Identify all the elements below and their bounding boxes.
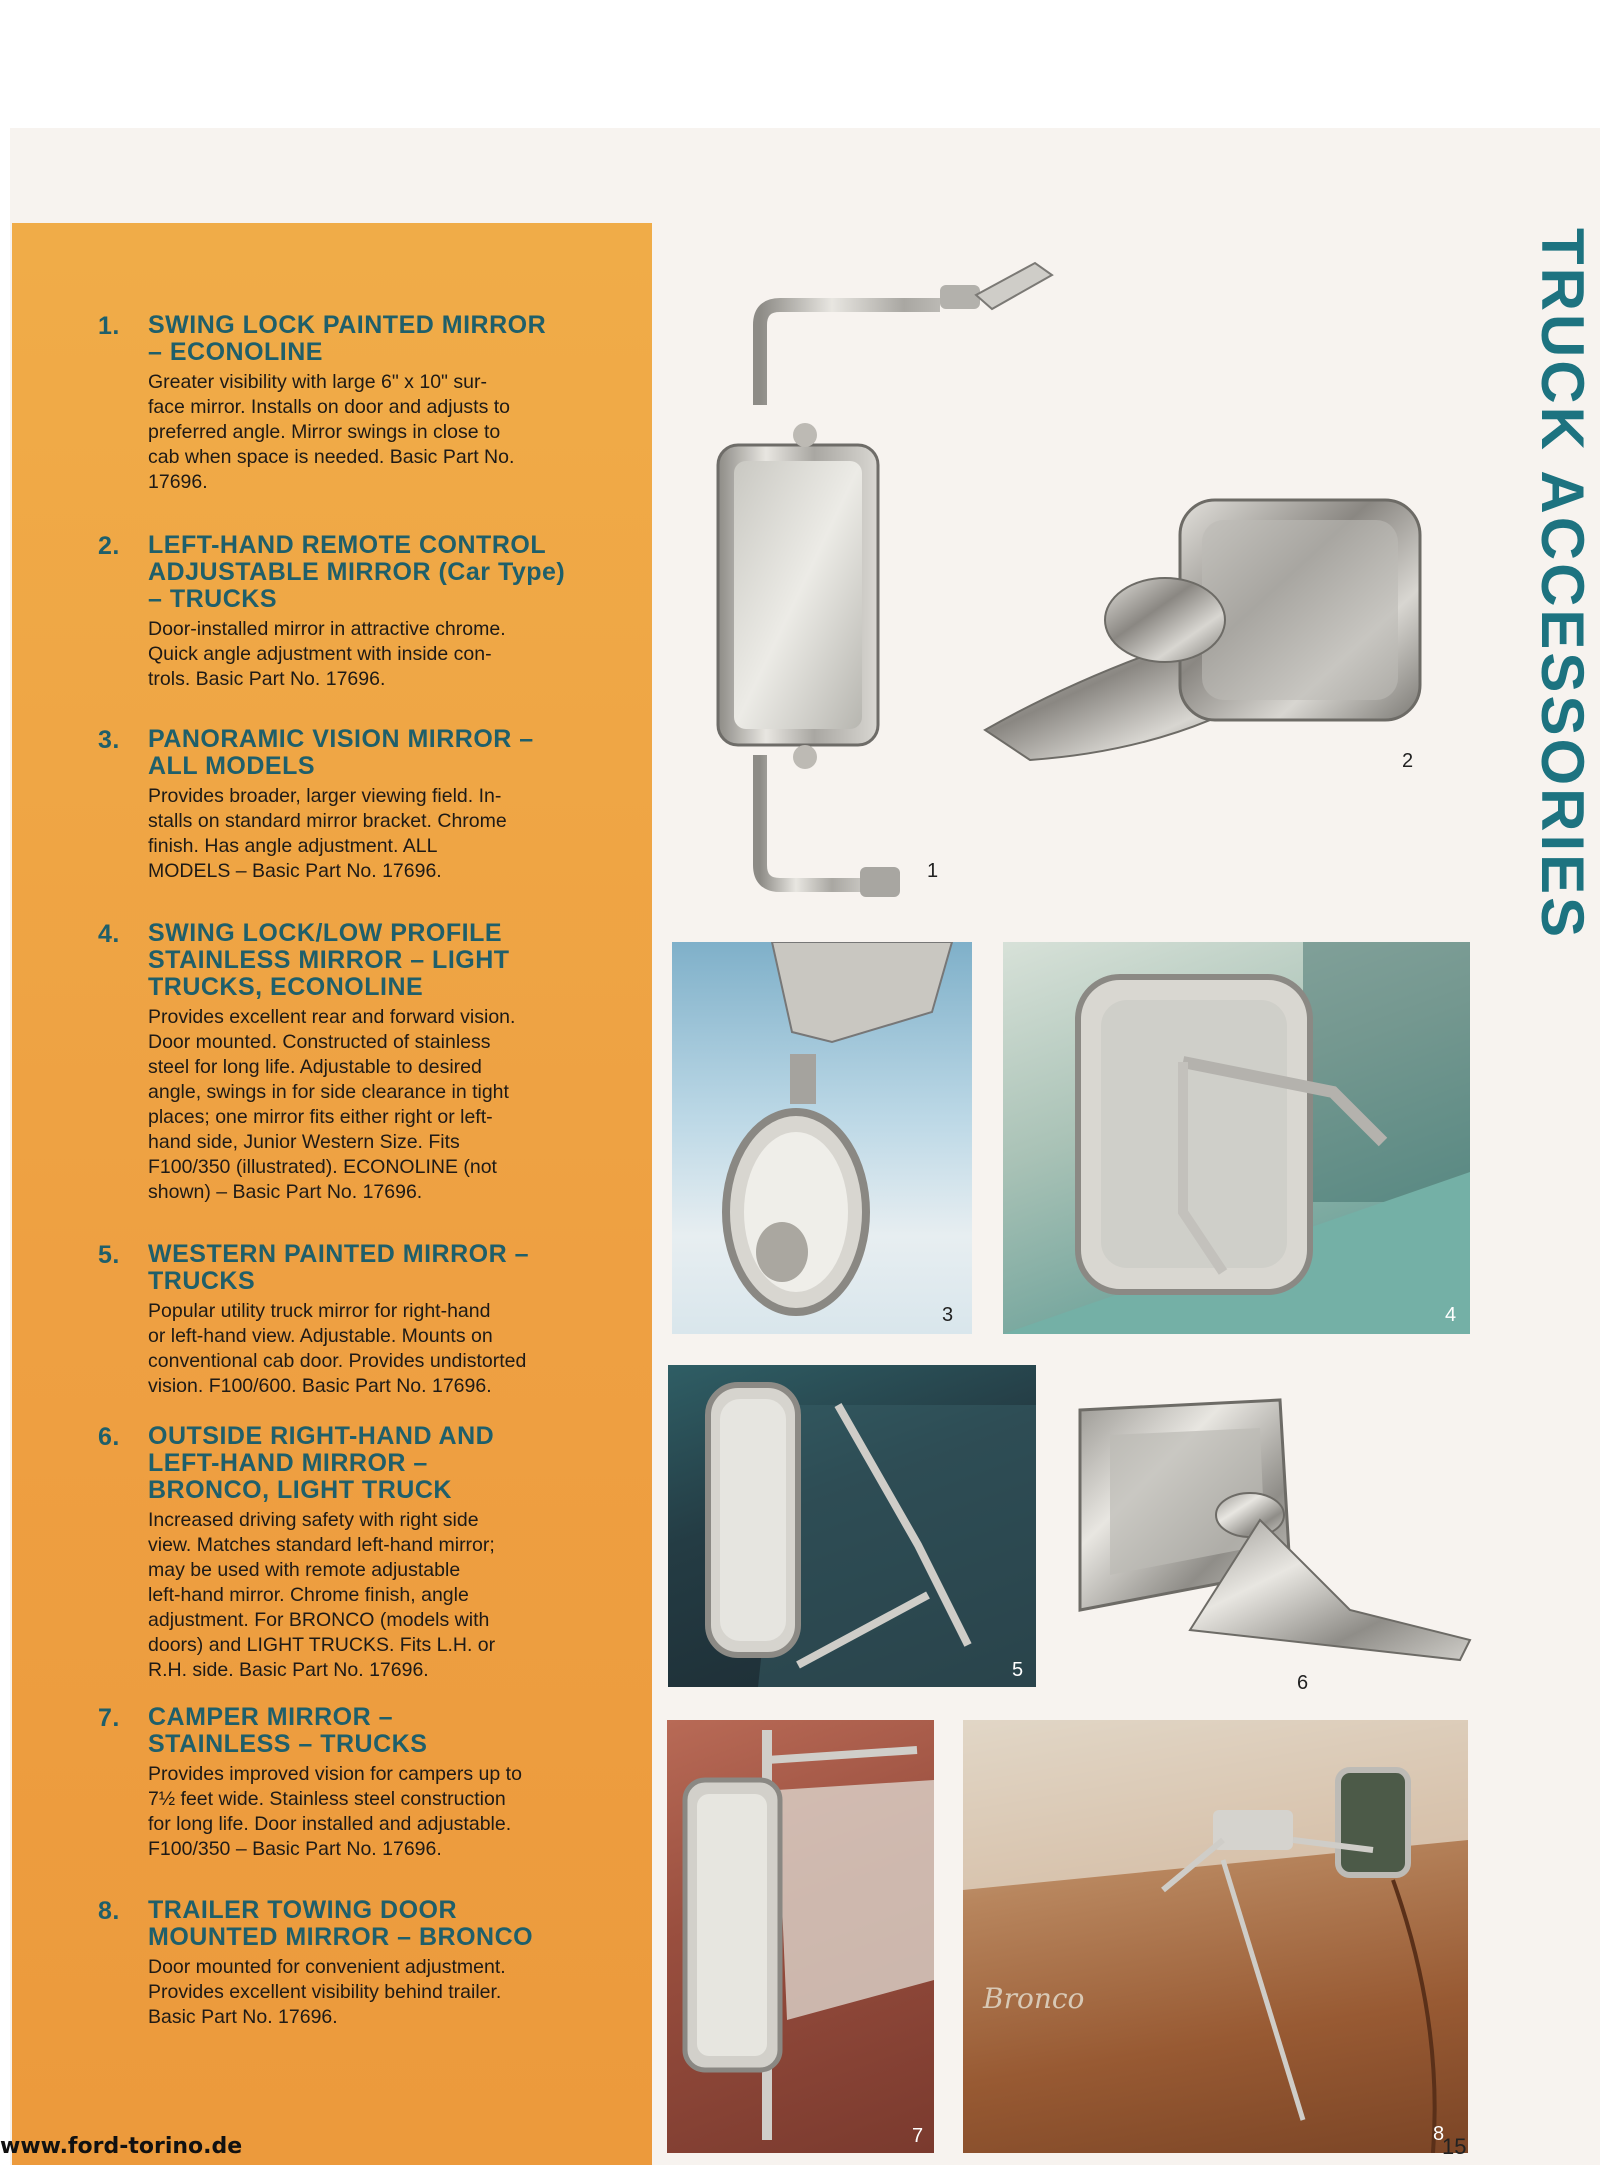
item-description: Provides excellent rear and forward vision. Door mounted. Constructed of stainless steel for long life. Adjustable to desired angle, swings in for side clearance in tight places; one mirror fits either right or left- hand side, Junior Western Size. Fits F100/350 (illustrated). ECONOLINE (not shown) – Basic Part No. 17696.	[148, 1006, 516, 1203]
page-number: 15	[1442, 2134, 1467, 2159]
item-5	[98, 1241, 618, 1399]
item-title: CAMPER MIRROR – STAINLESS – TRUCKS	[148, 1703, 428, 1758]
mirror-6-illustration	[1050, 1380, 1480, 1700]
photo-mirror-6	[1050, 1380, 1480, 1700]
item-number: 4.	[98, 920, 120, 948]
item-title: LEFT-HAND REMOTE CONTROL ADJUSTABLE MIRROR (Car Type) – TRUCKS	[148, 531, 566, 613]
photo-caption-1: 1	[927, 860, 939, 882]
item-number: 5.	[98, 1241, 120, 1269]
bronco-script-badge: Bronco	[983, 1982, 1085, 2015]
item-number: 6.	[98, 1423, 120, 1451]
item-3	[98, 726, 618, 884]
photo-caption-7: 7	[912, 2125, 924, 2147]
item-title: PANORAMIC VISION MIRROR – ALL MODELS	[148, 725, 534, 780]
mirror-3-illustration	[672, 942, 972, 1334]
photo-caption-3: 3	[942, 1304, 954, 1326]
photo-mirror-2	[970, 460, 1440, 775]
top-margin	[0, 0, 1600, 128]
photo-caption-5: 5	[1012, 1659, 1024, 1681]
mirror-4-illustration	[1003, 942, 1470, 1334]
item-6	[98, 1423, 618, 1683]
item-description: Greater visibility with large 6" x 10" sur- face mirror. Installs on door and adjusts to preferred angle. Mirror swings in close to cab when space is needed. Basic Part No. 17696.	[148, 371, 515, 493]
photo-mirror-1	[700, 255, 940, 920]
item-description: Provides improved vision for campers up to 7½ feet wide. Stainless steel construction for long life. Door installed and adjustable. F100/350 – Basic Part No. 17696.	[148, 1763, 522, 1860]
photo-mirror-4	[1003, 942, 1470, 1334]
item-number: 7.	[98, 1704, 120, 1732]
item-description: Popular utility truck mirror for right-hand or left-hand view. Adjustable. Mounts on conventional cab door. Provides undistorted vision. F100/600. Basic Part No. 17696.	[148, 1300, 527, 1397]
item-8	[98, 1897, 618, 2030]
photo-mirror-8	[963, 1720, 1468, 2153]
item-4	[98, 920, 618, 1205]
item-1	[98, 312, 618, 495]
item-number: 2.	[98, 532, 120, 560]
photo-caption-4: 4	[1445, 1304, 1457, 1326]
mirror-1-upper-bracket	[940, 255, 1070, 335]
item-title: WESTERN PAINTED MIRROR – TRUCKS	[148, 1240, 529, 1295]
mirror-7-illustration	[667, 1720, 934, 2153]
footer-url: www.ford-torino.de	[0, 2134, 243, 2159]
item-title: SWING LOCK/LOW PROFILE STAINLESS MIRROR – LIGHT TRUCKS, ECONOLINE	[148, 919, 510, 1001]
item-number: 8.	[98, 1897, 120, 1925]
mirror-2-illustration	[970, 460, 1440, 775]
photo-mirror-3	[672, 942, 972, 1334]
item-7	[98, 1704, 618, 1862]
item-description: Door mounted for convenient adjustment. Provides excellent visibility behind trailer. Basic Part No. 17696.	[148, 1956, 506, 2028]
mirror-1-illustration	[700, 255, 940, 920]
photo-caption-6: 6	[1297, 1672, 1309, 1694]
bracket-illustration	[940, 255, 1070, 335]
item-title: OUTSIDE RIGHT-HAND AND LEFT-HAND MIRROR – BRONCO, LIGHT TRUCK	[148, 1422, 495, 1504]
mirror-8-illustration	[963, 1720, 1468, 2153]
item-description: Increased driving safety with right side view. Matches standard left-hand mirror; may be used with remote adjustable left-hand mirror. Chrome finish, angle adjustment. For BRONCO (models with doors) and LIGHT TRUCKS. Fits L.H. or R.H. side. Basic Part No. 17696.	[148, 1509, 496, 1681]
photo-mirror-7	[667, 1720, 934, 2153]
item-2	[98, 532, 618, 692]
mirror-5-illustration	[668, 1365, 1036, 1687]
item-title: TRAILER TOWING DOOR MOUNTED MIRROR – BRONCO	[148, 1896, 534, 1951]
section-title: TRUCK ACCESSORIES	[1529, 228, 1596, 941]
item-title: SWING LOCK PAINTED MIRROR – ECONOLINE	[148, 311, 547, 366]
photo-mirror-5	[668, 1365, 1036, 1687]
photo-caption-2: 2	[1402, 750, 1414, 772]
item-number: 3.	[98, 726, 120, 754]
item-description: Door-installed mirror in attractive chrome. Quick angle adjustment with inside con- trols. Basic Part No. 17696.	[148, 618, 506, 690]
photo-caption-8: 8	[1433, 2123, 1445, 2145]
item-description: Provides broader, larger viewing field. In- stalls on standard mirror bracket. Chrome finish. Has angle adjustment. ALL MODELS – Basic Part No. 17696.	[148, 785, 507, 882]
item-number: 1.	[98, 312, 120, 340]
